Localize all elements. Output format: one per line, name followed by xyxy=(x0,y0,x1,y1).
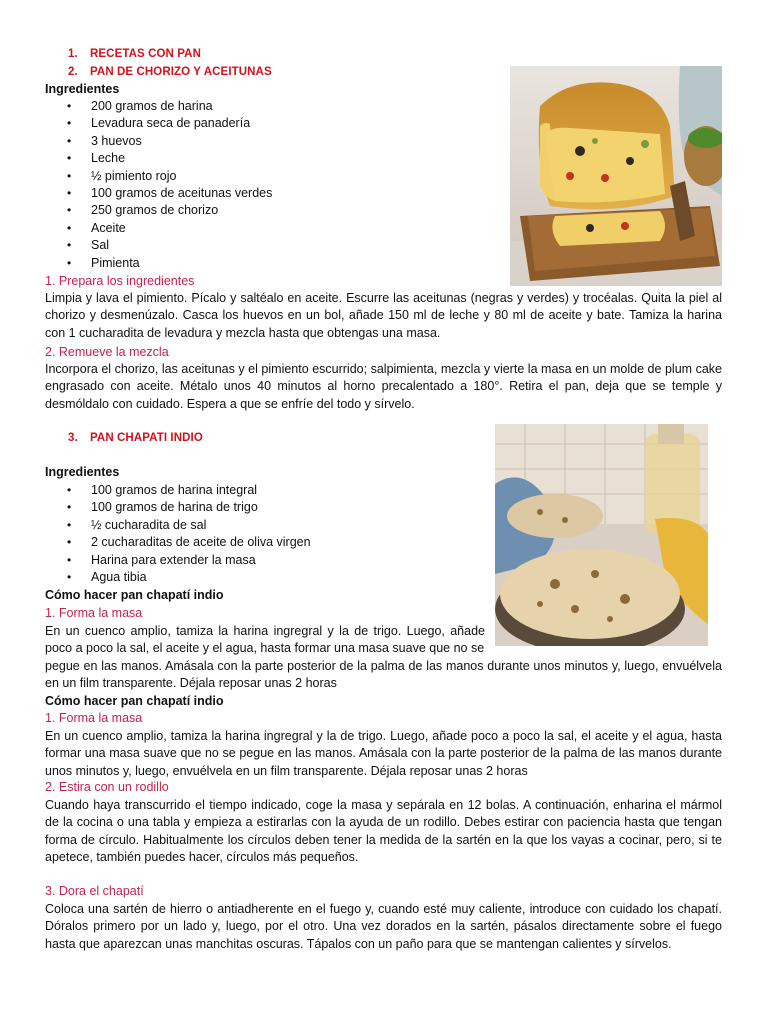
how-to-label-a: Cómo hacer pan chapatí indio xyxy=(45,588,224,602)
ingredient-item: • 100 gramos de harina de trigo xyxy=(45,499,485,516)
step1b-title: 1. Forma la masa xyxy=(45,711,143,725)
ingredient-item: • Sal xyxy=(45,237,465,254)
step1a-text-top: En un cuenco amplio, tamiza la harina ingregral y la de trigo. Luego, añade poco a poco la sal, el aceite y el agua, hasta formar una masa suave que no se xyxy=(45,624,485,656)
step3-chapati-text: Coloca una sartén de hierro o antiadherente en el fuego y, cuando esté muy caliente, introduce con cuidado los chapatí. Dóralos primero por un lado y, luego, por el otro. Una vez dorados en la sartén, pásalos directamente sobre el fuego hasta que aparezcan unas manchitas oscuras. Tápalos con un paño para que se mantengan calientes y sírvelos. xyxy=(45,902,722,951)
ingredients-label-2: Ingredientes xyxy=(45,465,120,479)
ingredient-item: • Aceite xyxy=(45,220,465,237)
ingredient-item: • Harina para extender la masa xyxy=(45,552,485,569)
ingredient-item: • Pimienta xyxy=(45,255,465,272)
step1a-text-rest: pegue en las manos. Amásala con la parte posterior de la palma de las manos durante unos minutos y, luego, envuélvela en un film transparente. Déjala reposar unas 2 horas xyxy=(45,659,722,691)
step3-chapati-title: 3. Dora el chapatí xyxy=(45,884,144,898)
ingredient-item: • 100 gramos de harina integral xyxy=(45,482,485,499)
ingredients-label-1: Ingredientes xyxy=(45,82,120,96)
how-to-label-b: Cómo hacer pan chapatí indio xyxy=(45,694,224,708)
step1-text: Limpia y lava el pimiento. Pícalo y saltéalo en aceite. Escurre las aceitunas (negras y verdes) y trocéalas. Quita la piel al chorizo y desmenúzalo. Casca los huevos en un bol, añade 150 ml de leche y 80 ml de aceite y bate. Tamiza la harina con 1 cucharadita de levadura y mezcla hasta que obtengas una masa. xyxy=(45,291,722,340)
step2-chapati-text: Cuando haya transcurrido el tiempo indicado, coge la masa y sepárala en 12 bolas. A continuación, enharina el mármol de la cocina o una tabla y empieza a estirarlas con la ayuda de un rodillo. Debes estirar con paciencia hasta que tengan forma de círculo. Habitualmente los círculos deben tener la medida de la sartén en la que los vayas a cocinar, pero, si te apetece, también puedes hacer, círculos más pequeños. xyxy=(45,798,722,865)
ingredients-list-1 xyxy=(45,98,465,272)
ingredient-item: • 100 gramos de aceitunas verdes xyxy=(45,185,465,202)
step2-title: 2. Remueve la mezcla xyxy=(45,345,169,359)
step2-text: Incorpora el chorizo, las aceitunas y el pimiento escurrido; salpimienta, mezcla y vierte la masa en un molde de plum cake engrasado con aceite. Métalo unos 40 minutos al horno precalentado a 180°. Retira el pan, deja que se temple y desmóldalo con cuidado. Espera a que se enfríe del todo y sírvelo. xyxy=(45,362,722,411)
step1a-title: 1. Forma la masa xyxy=(45,606,143,620)
ingredient-item: • Levadura seca de panadería xyxy=(45,115,465,132)
step1-title: 1. Prepara los ingredientes xyxy=(45,274,195,288)
ingredient-item: • 3 huevos xyxy=(45,133,465,150)
ingredient-item: • ½ cucharadita de sal xyxy=(45,517,485,534)
ingredient-item: • Agua tibia xyxy=(45,569,485,586)
heading-recetas-con-pan: 1. RECETAS CON PAN xyxy=(68,48,201,60)
ingredient-item: • ½ pimiento rojo xyxy=(45,168,465,185)
ingredient-item: • 250 gramos de chorizo xyxy=(45,202,465,219)
ingredients-list-2 xyxy=(45,482,485,586)
ingredient-item: • 200 gramos de harina xyxy=(45,98,465,115)
heading-pan-chapati: 3. PAN CHAPATI INDIO xyxy=(68,432,203,444)
chapati-photo xyxy=(495,424,708,646)
chorizo-bread-photo xyxy=(510,66,722,286)
step2-chapati-title: 2. Estira con un rodillo xyxy=(45,780,169,794)
ingredient-item: • Leche xyxy=(45,150,465,167)
ingredient-item: • 2 cucharaditas de aceite de oliva virgen xyxy=(45,534,485,551)
heading-pan-chorizo: 2. PAN DE CHORIZO Y ACEITUNAS xyxy=(68,66,272,78)
step1b-text: En un cuenco amplio, tamiza la harina ingregral y la de trigo. Luego, añade poco a poco la sal, el aceite y el agua, hasta formar una masa suave que no se pegue en las manos. Amásala con la parte posterior de la palma de las manos durante unos minutos y, luego, envuélvela en un film transparente. Déjala reposar unas 2 horas xyxy=(45,729,722,778)
